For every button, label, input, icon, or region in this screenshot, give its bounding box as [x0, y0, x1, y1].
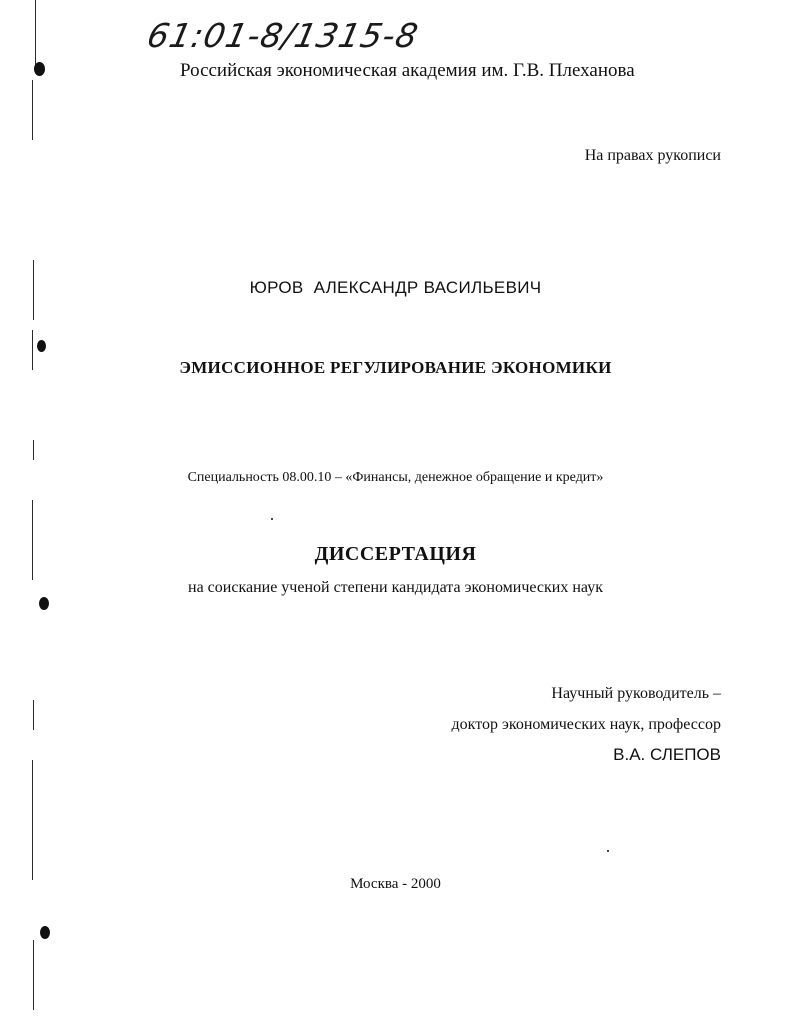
scan-edge-line — [32, 500, 33, 580]
dissertation-title: ЭМИССИОННОЕ РЕГУЛИРОВАНИЕ ЭКОНОМИКИ — [179, 358, 612, 377]
advisor-role: Научный руководитель – — [551, 685, 721, 702]
document-type-heading: ДИССЕРТАЦИЯ — [314, 543, 477, 565]
advisor-credentials: доктор экономических наук, профессор — [451, 716, 721, 733]
advisor-name: В.А. СЛЕПОВ — [613, 745, 721, 764]
rights-note: На правах рукописи — [584, 147, 721, 164]
institution-name: Российская экономическая академия им. Г.В. Плеханова — [180, 60, 635, 81]
scan-blot — [39, 597, 49, 610]
scan-edge-line — [32, 760, 33, 880]
scan-blot — [40, 926, 50, 939]
scan-blot — [37, 340, 46, 352]
scan-edge-line — [33, 440, 34, 460]
degree-line: на соискание ученой степени кандидата экономических наук — [188, 579, 603, 596]
specialty-line: Специальность 08.00.10 – «Финансы, денежное обращение и кредит» — [187, 470, 604, 485]
scan-edge-line — [33, 700, 34, 730]
archive-code-handwritten: 61:01-8/1315-8 — [143, 16, 423, 55]
place-and-year: Москва - 2000 — [350, 876, 441, 892]
scan-edge-line — [32, 80, 33, 140]
author-name: ЮРОВ АЛЕКСАНДР ВАСИЛЬЕВИЧ — [249, 278, 542, 297]
scan-speck — [607, 850, 609, 852]
scan-blot — [34, 62, 45, 76]
scan-edge-line — [35, 0, 36, 70]
scan-edge-line — [33, 940, 34, 1010]
scan-speck — [271, 518, 273, 520]
